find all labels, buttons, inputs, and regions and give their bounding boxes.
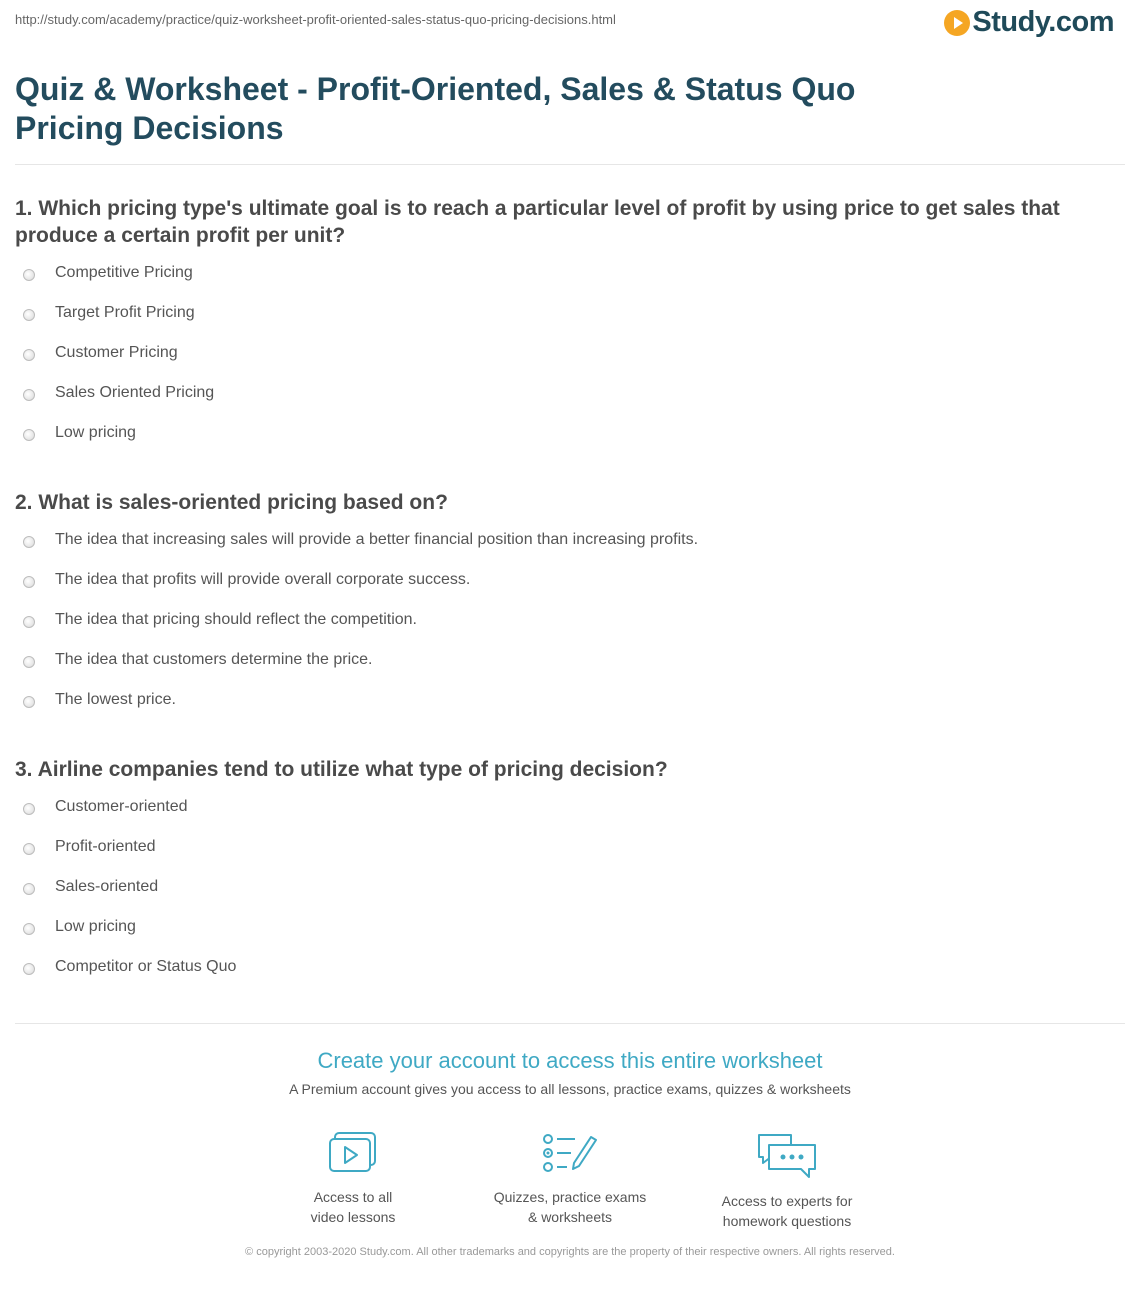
question-text: 1. Which pricing type's ultimate goal is to reach a particular level of profit by using price to get sales that produce a certain profit per unit? xyxy=(15,197,1060,247)
feature-label: Access to all video lessons xyxy=(310,1189,396,1225)
radio-button[interactable] xyxy=(23,843,35,855)
answer-label: Profit-oriented xyxy=(55,838,156,855)
answer-label: The lowest price. xyxy=(55,691,176,708)
feature-experts xyxy=(679,1131,896,1231)
answer-option[interactable] xyxy=(15,650,1125,690)
answer-option[interactable] xyxy=(15,570,1125,610)
answer-label: Low pricing xyxy=(55,424,136,441)
radio-button[interactable] xyxy=(23,536,35,548)
radio-button[interactable] xyxy=(23,803,35,815)
video-lessons-icon xyxy=(327,1131,379,1177)
answer-options xyxy=(15,263,1125,463)
radio-button[interactable] xyxy=(23,349,35,361)
feature-list xyxy=(0,1131,1140,1231)
answer-option[interactable] xyxy=(15,917,1125,957)
divider xyxy=(15,1023,1125,1024)
answer-option[interactable] xyxy=(15,797,1125,837)
divider xyxy=(15,164,1125,165)
answer-option[interactable] xyxy=(15,610,1125,650)
feature-label: Access to experts for homework questions xyxy=(721,1193,853,1229)
answer-option[interactable] xyxy=(15,877,1125,917)
answer-option[interactable] xyxy=(15,423,1125,463)
answer-label: Sales-oriented xyxy=(55,878,159,895)
answer-label: Customer Pricing xyxy=(55,344,178,361)
question-3 xyxy=(15,756,1125,997)
radio-button[interactable] xyxy=(23,696,35,708)
feature-video-lessons xyxy=(245,1131,462,1231)
radio-button[interactable] xyxy=(23,429,35,441)
radio-button[interactable] xyxy=(23,656,35,668)
answer-option[interactable] xyxy=(15,690,1125,730)
radio-button[interactable] xyxy=(23,616,35,628)
question-1 xyxy=(15,195,1125,463)
page-url: http://study.com/academy/practice/quiz-worksheet-profit-oriented-sales-status-quo-pricing-decisions.html xyxy=(15,12,616,27)
signup-cta xyxy=(0,1048,1140,1231)
top-bar xyxy=(0,0,1140,56)
radio-button[interactable] xyxy=(23,309,35,321)
answer-option[interactable] xyxy=(15,303,1125,343)
answer-label: The idea that profits will provide overall corporate success. xyxy=(55,571,471,588)
radio-button[interactable] xyxy=(23,389,35,401)
radio-button[interactable] xyxy=(23,883,35,895)
cta-heading-link[interactable]: Create your account to access this entire worksheet xyxy=(317,1048,823,1073)
answer-label: Customer-oriented xyxy=(55,798,188,815)
answer-label: The idea that customers determine the price. xyxy=(55,651,373,668)
feature-label: Quizzes, practice exams & worksheets xyxy=(493,1189,647,1225)
answer-option[interactable] xyxy=(15,383,1125,423)
play-logo-icon xyxy=(944,10,970,36)
answer-label: The idea that increasing sales will provide a better financial position than increasing profits. xyxy=(55,531,699,548)
answer-options xyxy=(15,797,1125,997)
question-list xyxy=(15,195,1125,997)
radio-button[interactable] xyxy=(23,923,35,935)
radio-button[interactable] xyxy=(23,269,35,281)
answer-options xyxy=(15,530,1125,730)
answer-option[interactable] xyxy=(15,530,1125,570)
answer-option[interactable] xyxy=(15,957,1125,997)
answer-option[interactable] xyxy=(15,343,1125,383)
answer-label: Competitor or Status Quo xyxy=(55,958,237,975)
quiz-checklist-icon xyxy=(541,1131,599,1177)
radio-button[interactable] xyxy=(23,963,35,975)
question-text: 2. What is sales-oriented pricing based on? xyxy=(15,491,448,514)
chat-bubbles-icon xyxy=(755,1131,819,1181)
answer-label: The idea that pricing should reflect the competition. xyxy=(55,611,417,628)
radio-button[interactable] xyxy=(23,576,35,588)
answer-label: Target Profit Pricing xyxy=(55,304,195,321)
answer-label: Competitive Pricing xyxy=(55,264,193,281)
question-text: 3. Airline companies tend to utilize what type of pricing decision? xyxy=(15,758,668,781)
cta-subheading: A Premium account gives you access to all lessons, practice exams, quizzes & worksheets xyxy=(289,1081,851,1097)
answer-option[interactable] xyxy=(15,837,1125,877)
feature-quizzes xyxy=(462,1131,679,1231)
question-2 xyxy=(15,489,1125,730)
answer-label: Sales Oriented Pricing xyxy=(55,384,215,401)
answer-label: Low pricing xyxy=(55,918,136,935)
logo-text: Study.com xyxy=(972,6,1114,38)
answer-option[interactable] xyxy=(15,263,1125,303)
study-logo[interactable] xyxy=(944,6,1114,39)
copyright-text: © copyright 2003-2020 Study.com. All other trademarks and copyrights are the property of their respective owners. All rights reserved. xyxy=(245,1246,895,1258)
page-title: Quiz & Worksheet - Profit-Oriented, Sales & Status Quo Pricing Decisions xyxy=(15,71,856,146)
